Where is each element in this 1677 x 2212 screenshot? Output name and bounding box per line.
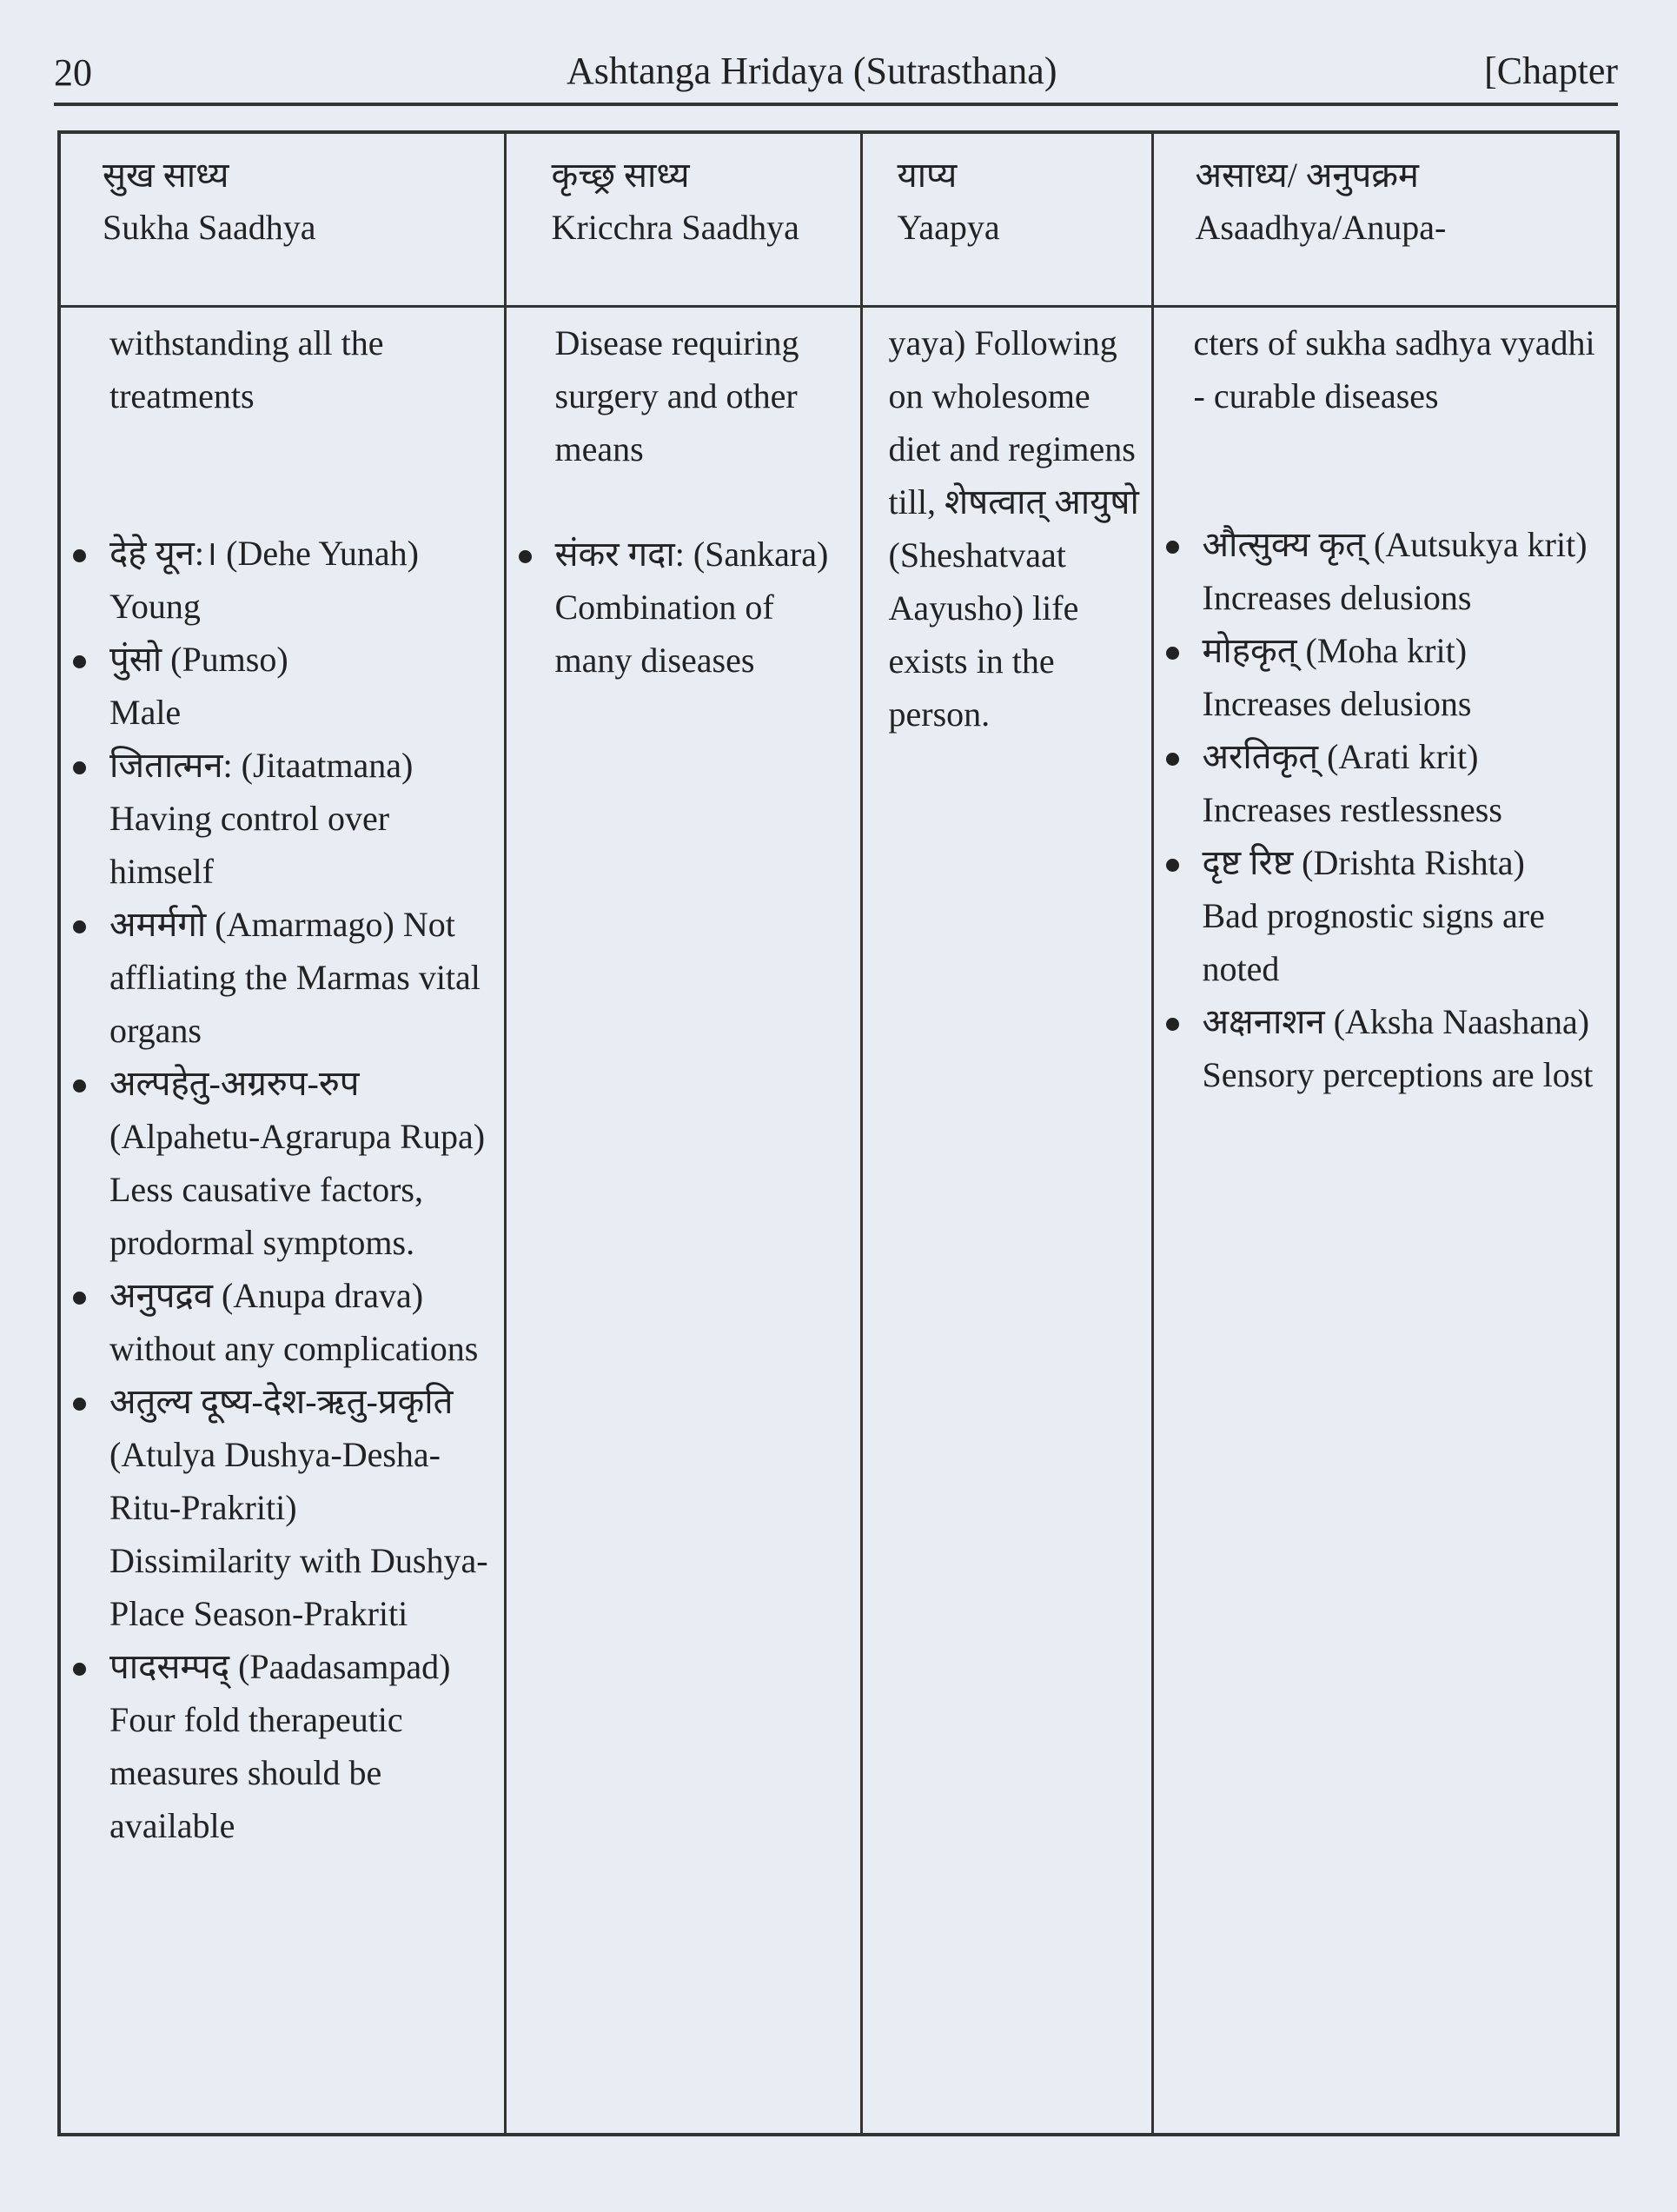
bullet-icon (73, 1398, 86, 1411)
bullet-icon (1166, 541, 1179, 554)
list-item (68, 1640, 497, 1852)
column-header-devanagari: कृच्छ्र साध्य (551, 156, 690, 195)
column-header-title: Asaadhya/Anupa- (1195, 208, 1447, 247)
list-item (68, 633, 497, 739)
item-list (68, 527, 497, 1852)
continuation-text: yaya) Following on wholesome diet and regimens till, शेषत्वात् आयुषो (Sheshatvaat Aayusho) life exists in the person. (888, 322, 1139, 734)
continuation-text: withstanding all the treatments (109, 322, 384, 415)
item-term: अक्षनाशन (Aksha Naashana) (1202, 1001, 1590, 1041)
list-item (68, 1269, 497, 1375)
list-item (68, 739, 497, 898)
column-header-sukha-saadhya (59, 132, 505, 306)
bullet-icon (1166, 1018, 1179, 1031)
item-term: अमर्मगो (Amarmago) Not affliating the Marmas vital organs (109, 904, 481, 1050)
list-item (1161, 730, 1610, 836)
item-description: Increases delusions (1202, 577, 1472, 617)
column-header-title: Kricchra Saadhya (551, 208, 799, 247)
item-term: अनुपद्रव (Anupa drava) (109, 1275, 424, 1315)
bullet-icon (519, 550, 532, 563)
bullet-icon (73, 655, 86, 668)
cell-asaadhya-anupakrama (1152, 306, 1618, 2135)
item-term: मोहकृत् (Moha krit) (1202, 630, 1468, 670)
table-header-row (59, 132, 1618, 306)
bullet-icon (73, 549, 86, 562)
item-term: पादसम्पद् (Paadasampad) (109, 1646, 451, 1686)
item-description: Sensory perceptions are lost (1202, 1054, 1594, 1094)
list-item (68, 1375, 497, 1640)
item-description: Increases restlessness (1202, 789, 1502, 829)
item-description: Bad prognostic signs are noted (1202, 895, 1545, 988)
running-title: Ashtanga Hridaya (Sutrasthana) (567, 50, 1057, 92)
bullet-icon (73, 1292, 86, 1305)
column-header-kricchra-saadhya (505, 132, 861, 306)
item-term: पुंसो (Pumso) (109, 639, 288, 679)
item-description: Young (109, 586, 201, 626)
list-item (1161, 624, 1610, 730)
list-item (68, 898, 497, 1057)
list-item (1161, 995, 1610, 1101)
cell-yaapya (861, 306, 1152, 2135)
item-description: Less causative factors, prodormal symptoms. (109, 1169, 423, 1262)
item-description: Male (109, 692, 182, 732)
bullet-icon (1166, 859, 1179, 872)
list-item (68, 527, 497, 633)
item-description: without any complications (109, 1328, 479, 1368)
bullet-icon (1166, 647, 1179, 660)
column-header-asaadhya-anupakrama (1152, 132, 1618, 306)
cell-kricchra-saadhya (505, 306, 861, 2135)
page-number: 20 (54, 51, 92, 94)
header-rule (54, 103, 1618, 106)
column-header-devanagari: असाध्य/ अनुपक्रम (1195, 156, 1419, 195)
cell-sukha-saadhya (59, 306, 505, 2135)
item-term: अतुल्य दूष्य-देश-ऋतु-प्रकृति (Atulya Dushya-Desha-Ritu-Prakriti) (109, 1381, 454, 1527)
column-header-title: Yaapya (897, 208, 1000, 247)
item-description: Increases delusions (1202, 683, 1472, 723)
list-item (514, 528, 853, 687)
item-term: दृष्ट रिष्ट (Drishta Rishta) (1202, 842, 1525, 882)
item-list (514, 528, 853, 687)
bullet-icon (1166, 753, 1179, 766)
bullet-icon (73, 761, 86, 774)
continuation-text: cters of sukha sadhya vyadhi - curable diseases (1193, 322, 1595, 415)
page-header (54, 45, 1618, 99)
item-description: Combination of many diseases (554, 587, 774, 680)
list-item (1161, 518, 1610, 624)
column-header-yaapya (861, 132, 1152, 306)
table-body-row (59, 306, 1618, 2135)
item-term: अरतिकृत् (Arati krit) (1202, 736, 1479, 776)
chapter-label: [Chapter (1484, 50, 1618, 92)
item-term: औत्सुक्य कृत् (Autsukya krit) (1202, 524, 1588, 564)
item-term: देहे यून:। (Dehe Yunah) (109, 533, 419, 573)
column-header-title: Sukha Saadhya (103, 208, 316, 247)
item-description: Dissimilarity with Dushya-Place Season-Prakriti (109, 1540, 488, 1633)
list-item (1161, 836, 1610, 995)
classification-table (57, 130, 1620, 2136)
item-term: अल्पहेतु-अग्ररुप-रुप (Alpahetu-Agrarupa Rupa) (109, 1063, 486, 1156)
bullet-icon (73, 920, 86, 933)
continuation-text: Disease requiring surgery and other means (554, 322, 799, 468)
item-term: संकर गदा: (Sankara) (554, 534, 829, 574)
item-term: जितात्मन: (Jitaatmana) (109, 745, 414, 785)
item-list (1161, 518, 1610, 1101)
column-header-devanagari: याप्य (897, 156, 958, 195)
item-description: Having control over himself (109, 798, 390, 891)
list-item (68, 1057, 497, 1269)
item-description: Four fold therapeutic measures should be available (109, 1699, 403, 1845)
column-header-devanagari: सुख साध्य (103, 156, 229, 195)
bullet-icon (73, 1663, 86, 1676)
bullet-icon (73, 1079, 86, 1093)
